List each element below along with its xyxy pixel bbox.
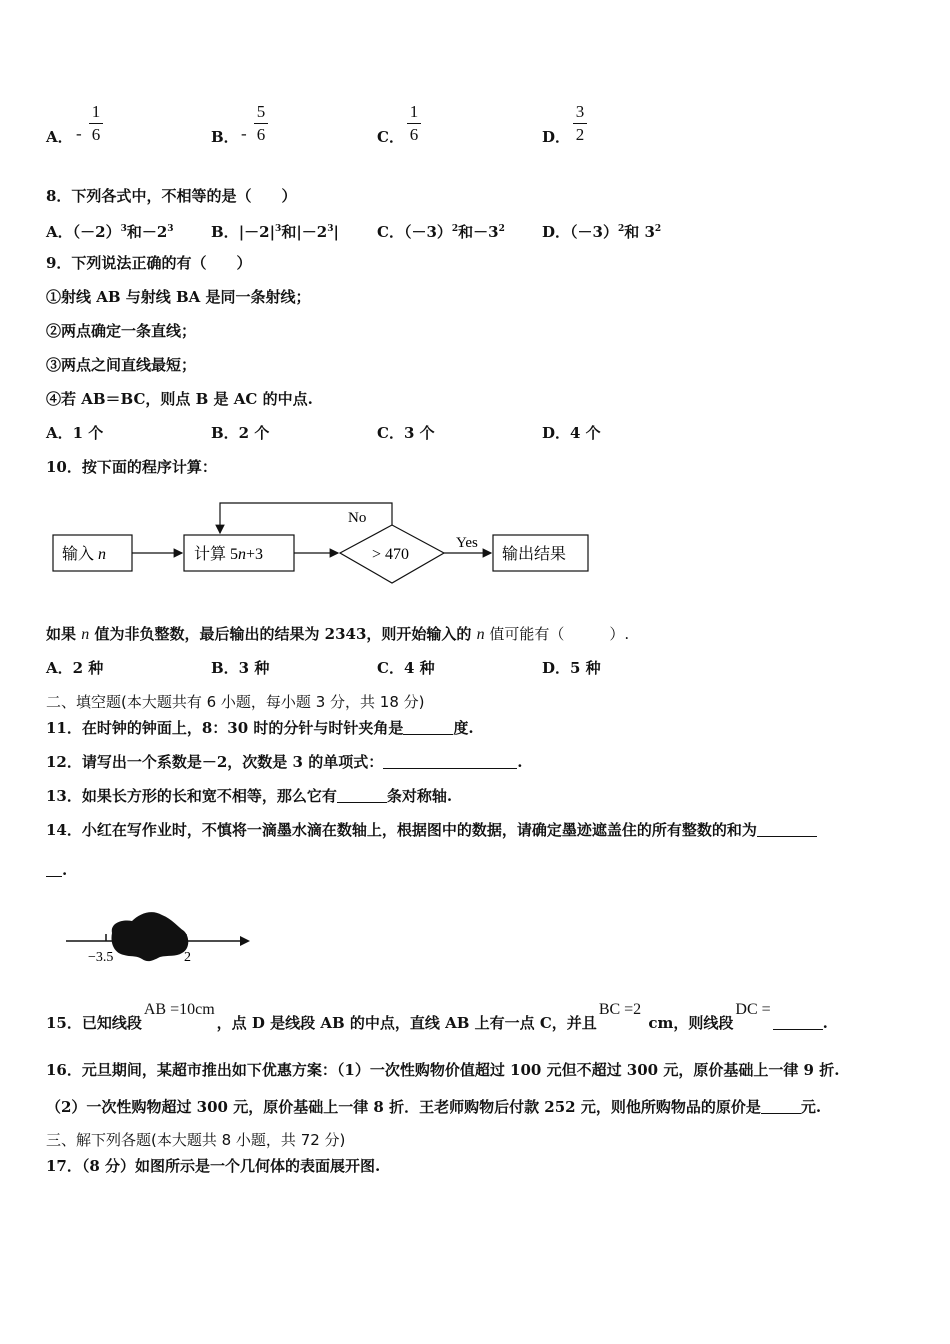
q9-item-1: ①射线 AB 与射线 BA 是同一条射线； xyxy=(46,288,311,306)
q7-option-a-letter: A． xyxy=(46,128,73,146)
q11: 11．在时钟的钟面上，8：30 时的分针与时针夹角是 度. xyxy=(46,719,474,737)
q9-item-3: ③两点之间直线最短； xyxy=(46,356,197,374)
q10-option-d: D．5 种 xyxy=(542,659,601,677)
flow-input-text: 输入 n xyxy=(62,546,107,563)
label-right: 2 xyxy=(184,950,191,965)
q7-option-d-letter: D． xyxy=(542,128,571,146)
q9-item-2: ②两点确定一条直线； xyxy=(46,322,197,340)
q10-option-c: C．4 种 xyxy=(377,659,435,677)
label-left: −3.5 xyxy=(88,950,114,965)
q16-line-1: 16．元旦期间，某超市推出如下优惠方案：（1）一次性购物价值超过 100 元但不超过 300 元，原价基础上一律 9 折. xyxy=(46,1061,840,1079)
q8-option-b: B．$|-2|^3$和$|-2^3|$ xyxy=(211,223,339,241)
q14-continued: . xyxy=(46,860,67,880)
q12: 12．请写出一个系数是－2，次数是 3 的单项式： . xyxy=(46,753,523,771)
flow-no-label: No xyxy=(348,510,367,526)
denominator: 6 xyxy=(409,125,419,144)
q7-option-a-sign: - xyxy=(76,124,82,143)
q7-option-c-fraction xyxy=(404,102,424,145)
answer-blank xyxy=(46,862,62,877)
q9-option-b: B．2 个 xyxy=(211,424,270,442)
q9-option-a: A．1 个 xyxy=(46,424,104,442)
q9-option-d: D．4 个 xyxy=(542,424,601,442)
numerator: 3 xyxy=(575,102,585,121)
answer-blank xyxy=(761,1099,801,1114)
q10-flowchart xyxy=(40,495,600,595)
flow-compute-text: 计算 5n+3 xyxy=(194,546,264,563)
q8-stem: 8．下列各式中，不相等的是（ ） xyxy=(46,187,297,205)
answer-blank xyxy=(383,754,517,769)
q7-option-b-sign: - xyxy=(241,124,247,143)
answer-blank xyxy=(337,788,387,803)
q15: 15．已知线段AB =10cm，点 D 是线段 AB 的中点，直线 AB 上有一点 C，并且BC =2 cm，则线段DC =. xyxy=(46,1001,828,1032)
flow-yes-label: Yes xyxy=(456,535,478,551)
q9-option-c: C．3 个 xyxy=(377,424,435,442)
q9-item-4: ④若 AB＝BC，则点 B 是 AC 的中点. xyxy=(46,390,313,408)
numerator: 1 xyxy=(409,102,419,121)
q8-option-d: D．$(-3)^2$和 $3^2$ xyxy=(542,223,662,241)
section-3-heading: 三、解下列各题(本大题共 8 小题，共 72 分) xyxy=(46,1131,346,1149)
answer-blank xyxy=(403,720,453,735)
denominator: 6 xyxy=(256,125,266,144)
q10-option-b: B．3 种 xyxy=(211,659,270,677)
q8-option-c: C．$(-3)^2$和$-3^2$ xyxy=(377,223,505,241)
answer-blank xyxy=(757,822,817,837)
q7-option-c-letter: C． xyxy=(377,128,404,146)
denominator: 2 xyxy=(575,125,585,144)
flow-condition-text: > 470 xyxy=(372,546,410,563)
q8-option-a: A．$(-2)^3$和$-2^3$ xyxy=(46,223,174,241)
q13: 13．如果长方形的长和宽不相等，那么它有 条对称轴. xyxy=(46,787,453,805)
q10-stem: 10．按下面的程序计算： xyxy=(46,458,217,476)
q10-condition-text: 如果 n 值为非负整数，最后输出的结果为 2343，则开始输入的 n 值可能有（ ）. xyxy=(46,625,630,643)
q17-stem: 17．（8 分）如图所示是一个几何体的表面展开图. xyxy=(46,1157,381,1175)
q14: 14．小红在写作业时，不慎将一滴墨水滴在数轴上，根据图中的数据，请确定墨迹遮盖住的所有整数的和为 xyxy=(46,820,817,840)
section-2-heading: 二、填空题(本大题共有 6 小题，每小题 3 分，共 18 分) xyxy=(46,693,425,711)
flow-output-text: 输出结果 xyxy=(502,546,567,563)
q9-stem: 9．下列说法正确的有（ ） xyxy=(46,254,252,272)
ink-blot xyxy=(112,912,189,961)
numerator: 5 xyxy=(256,102,266,121)
numerator: 1 xyxy=(91,102,101,121)
denominator: 6 xyxy=(91,125,101,144)
q10-option-a: A．2 种 xyxy=(46,659,104,677)
q7-option-d-fraction xyxy=(570,102,590,145)
q7-option-a-fraction xyxy=(86,102,106,145)
q7-option-b-fraction xyxy=(251,102,271,145)
q14-number-line xyxy=(60,905,260,970)
q16-line-2: （2）一次性购物超过 300 元，原价基础上一律 8 折．王老师购物后付款 252 元，则他所购物品的原价是 元. xyxy=(46,1098,822,1116)
axis-arrow xyxy=(240,936,250,946)
answer-blank xyxy=(773,1015,823,1030)
q7-option-b-letter: B． xyxy=(211,128,239,146)
